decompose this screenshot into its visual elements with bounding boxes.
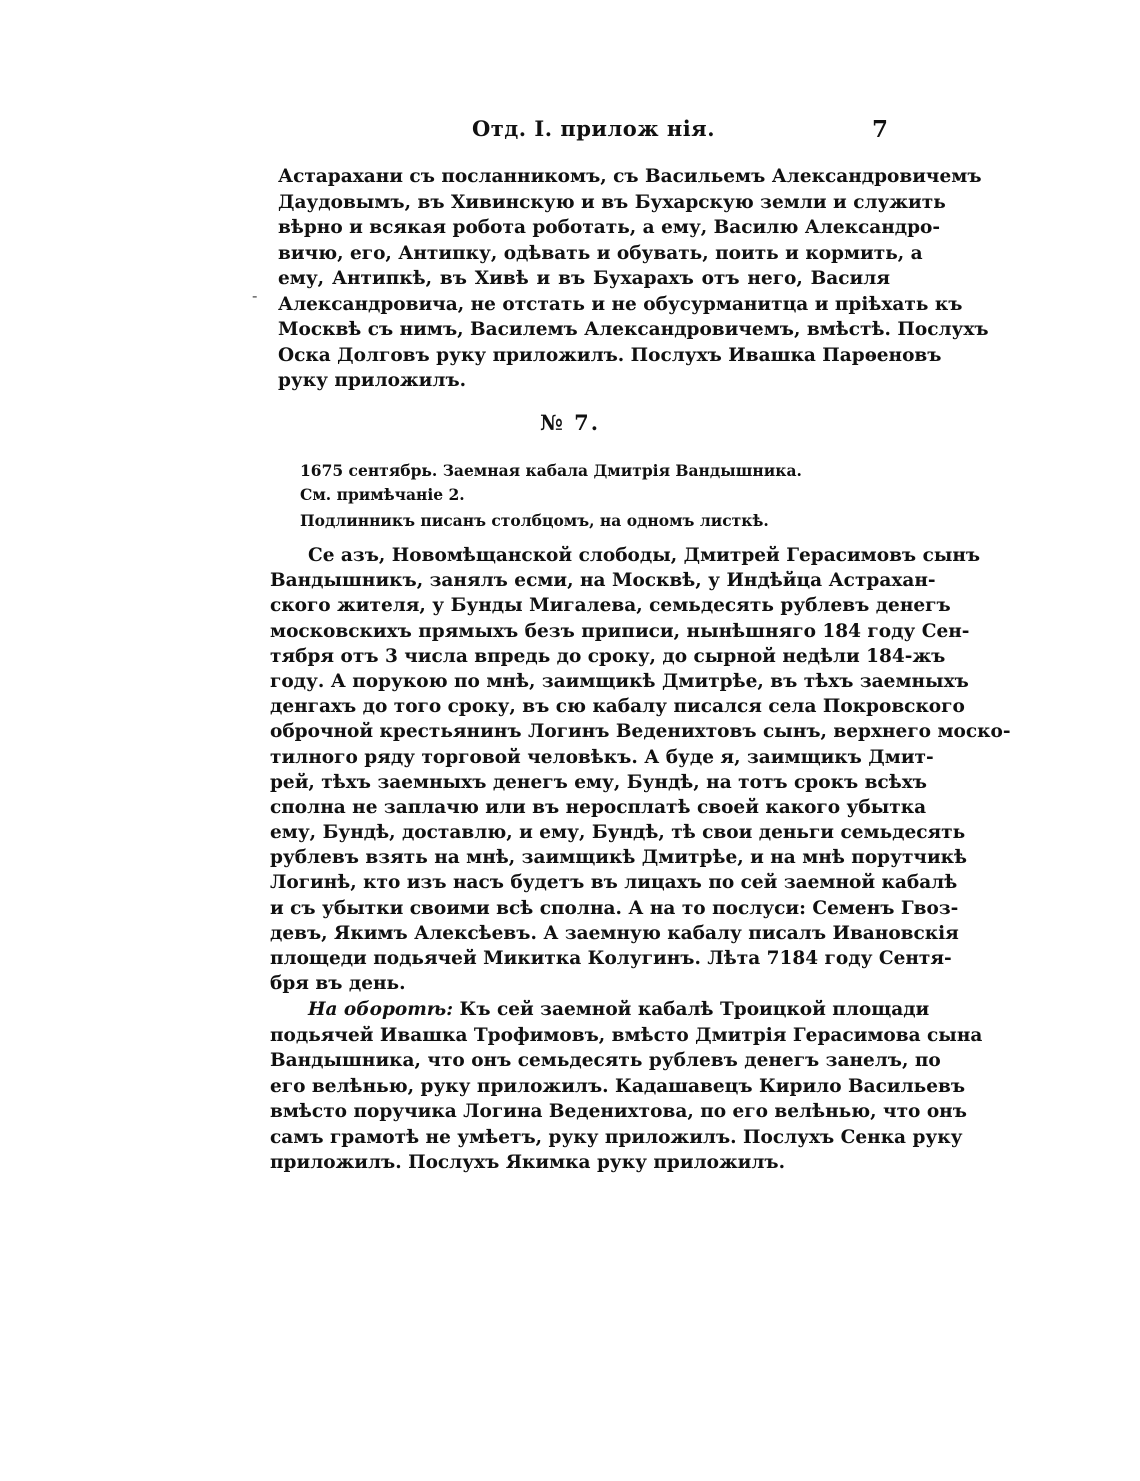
text-line: Вандышникъ, занялъ есми, на Москвѣ, у Индѣйца Астрахан- — [270, 570, 936, 592]
document-7-reverse — [270, 997, 983, 1176]
margin-mark: - — [252, 286, 258, 305]
text-line: Вандышника, что онъ семьдесять рублевъ денегъ занелъ, по — [270, 1050, 941, 1071]
reverse-first-line — [270, 997, 930, 1023]
reverse-first-text: Къ сей заемной кабалѣ Троицкой площади — [459, 999, 930, 1020]
text-line: приложилъ. Послухъ Якимка руку приложилъ. — [270, 1152, 786, 1173]
text-line: вмѣсто поручика Логина Веденихтова, по его велѣнью, что онъ — [270, 1101, 967, 1122]
text-line: московскихъ прямыхъ безъ приписи, нынѣшняго 184 году Сен- — [270, 620, 970, 642]
text-line: ему, Бундѣ, доставлю, и ему, Бундѣ, тѣ свои деньги семьдесять — [270, 822, 966, 844]
text-line: Логинѣ, кто изъ насъ будетъ въ лицахъ по сей заемной кабалѣ — [270, 872, 958, 894]
text-line: тября отъ 3 числа впредь до сроку, до сырной недѣли 184-жъ — [270, 645, 946, 667]
text-line: Александровича, не отстать и не обусурманитца и прiѣхать къ — [278, 293, 963, 315]
text-line: денгахъ до того сроку, въ сю кабалу писался села Покровского — [270, 696, 965, 718]
text-line: руку приложилъ. — [278, 370, 467, 391]
text-line: самъ грамотѣ не умѣетъ, руку приложилъ. Послухъ Сенка руку — [270, 1126, 963, 1148]
text-line: ему, Антипкѣ, въ Хивѣ и въ Бухарахъ отъ него, Василя — [278, 268, 890, 289]
text-line: бря въ день. — [270, 973, 406, 995]
page-number: 7 — [871, 116, 888, 143]
text-line: его велѣнью, руку приложилъ. Кадашавецъ Кирило Васильевъ — [270, 1075, 966, 1097]
text-line: сполна не заплачю или въ неросплатѣ своей какого убытка — [270, 796, 927, 818]
document-date-title: 1675 сентябрь. Заемная кабала Дмитрiя Вандышника. — [300, 461, 802, 480]
document-number: № 7. — [539, 410, 601, 435]
text-line: году. А порукою по мнѣ, заимщикѣ Дмитрѣе, въ тѣхъ заемныхъ — [270, 670, 969, 692]
text-line: оброчной крестьянинъ Логинъ Веденихтовъ сынъ, верхнего моско- — [270, 721, 1011, 743]
text-line: тилного ряду торговой человѣкъ. А буде я, заимщикъ Дмит- — [270, 746, 934, 768]
document-6-ending — [278, 164, 989, 394]
text-line: Астарахани съ посланникомъ, съ Васильемъ Александровичемъ — [278, 166, 982, 187]
text-line: рублевъ взять на мнѣ, заимщикѣ Дмитрѣе, и на мнѣ порутчикѣ — [270, 847, 968, 869]
text-line: вичю, его, Антипку, одѣвать и обувать, поить и кормить, а — [278, 242, 923, 264]
text-line: Москвѣ съ нимъ, Василемъ Александровичемъ, вмѣстѣ. Послухъ — [278, 319, 989, 340]
page-header — [280, 116, 888, 146]
text-line: подьячей Ивашка Трофимовъ, вмѣсто Дмитрiя Герасимова сына — [270, 1024, 983, 1046]
text-line: ского жителя, у Бунды Мигалева, семьдесять рублевъ денегъ — [270, 595, 951, 617]
text-line: вѣрно и всякая робота роботать, а ему, Василю Александро- — [278, 217, 941, 238]
section-title: Отд. I. прилож нiя. — [472, 116, 716, 141]
text-line: Се азъ, Новомѣщанской слободы, Дмитрей Герасимовъ сынъ — [308, 545, 981, 566]
text-line: площеди подьячей Микитка Колугинъ. Лѣта 7184 году Сентя- — [270, 948, 952, 969]
document-meta — [300, 459, 860, 507]
document-7-body — [270, 543, 1011, 996]
text-line: и съ убытки своими всѣ сполна. А на то послуси: Семенъ Гвоз- — [270, 897, 959, 919]
original-note-text: Подлинникъ писанъ столбцомъ, на одномъ листкѣ. — [300, 511, 769, 530]
document-note-reference: См. примѣчанiе 2. — [300, 485, 465, 504]
text-line: девъ, Якимъ Алексѣевъ. А заемную кабалу писалъ Ивановскiя — [270, 922, 959, 944]
text-line: рей, тѣхъ заемныхъ денегъ ему, Бундѣ, на тотъ срокъ всѣхъ — [270, 771, 927, 793]
text-line: Оска Долговъ руку приложилъ. Послухъ Ивашка Парѳеновъ — [278, 344, 942, 366]
text-line: Даудовымъ, въ Хивинскую и въ Бухарскую земли и служить — [278, 191, 946, 213]
original-note — [300, 509, 860, 533]
reverse-label: На оборотѣ: — [308, 999, 454, 1020]
